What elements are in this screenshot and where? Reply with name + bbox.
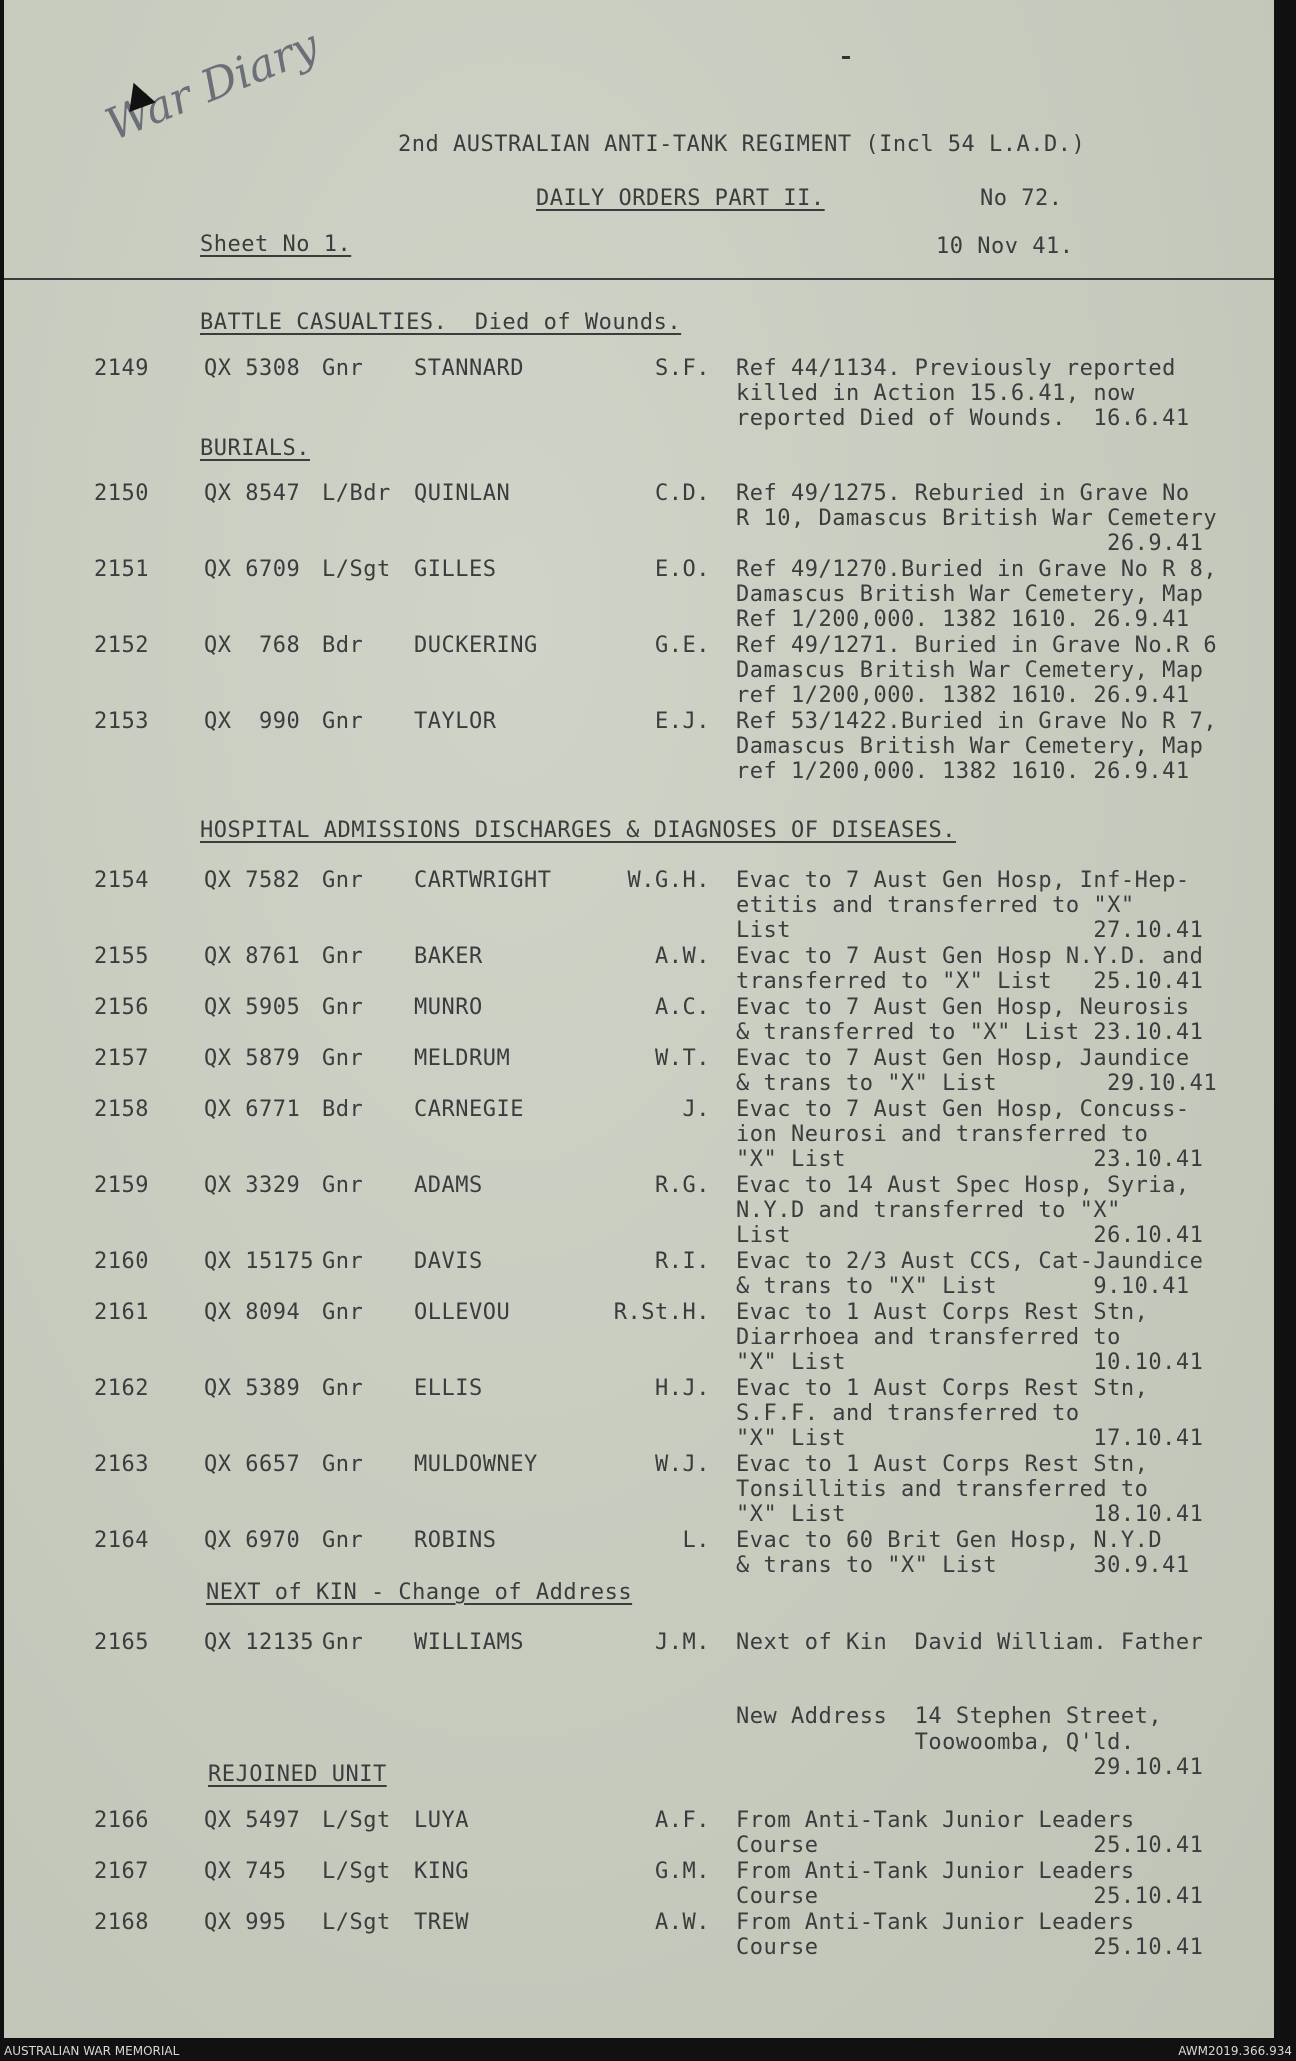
entry-detail-line: N.Y.D and transferred to "X" [736,1198,1121,1224]
entry-surname: KING [414,1859,469,1884]
entry-initials: G.E. [655,633,710,658]
entry-initials: E.J. [655,709,710,734]
entry-detail-line: Toowoomba, Q'ld. [736,1729,1135,1755]
entry-number: 2149 [94,356,149,381]
entry-surname: TREW [414,1910,469,1935]
entry-detail-line: ref 1/200,000. 1382 1610. 26.9.41 [736,683,1190,709]
entry-number: 2154 [94,868,149,893]
document-sheet [4,0,1274,2038]
header-divider [4,278,1274,280]
entry-number: 2160 [94,1249,149,1274]
entry-detail-line: S.F.F. and transferred to [736,1401,1080,1427]
entry-number: 2152 [94,633,149,658]
entry-rank: L/Sgt [322,1859,391,1884]
entry-service-number: QX 5879 [204,1046,301,1071]
entry-initials: L. [682,1528,710,1553]
entry-surname: CARNEGIE [414,1097,524,1122]
entry-surname: ADAMS [414,1173,483,1198]
entry-number: 2153 [94,709,149,734]
entry-service-number: QX 7582 [204,868,301,893]
entry-detail-line: Evac to 7 Aust Gen Hosp, Neurosis [736,995,1190,1020]
entry-initials: W.G.H. [627,868,710,893]
entry-number: 2157 [94,1046,149,1071]
entry-detail-line: & trans to "X" List 9.10.41 [736,1274,1190,1300]
entry-rank: L/Bdr [322,481,391,506]
section-hospital: HOSPITAL ADMISSIONS DISCHARGES & DIAGNOSES OF DISEASES. [200,818,956,843]
entry-surname: MUNRO [414,995,483,1020]
sheet-number: Sheet No 1. [200,232,352,257]
dash-mark [842,56,850,59]
entry-detail-line: From Anti-Tank Junior Leaders [736,1808,1135,1833]
entry-detail-line: transferred to "X" List 25.10.41 [736,969,1204,995]
entry-service-number: QX 745 [204,1859,287,1884]
entry-detail-line: List 27.10.41 [736,918,1204,944]
entry-initials: H.J. [655,1376,710,1401]
entry-number: 2159 [94,1173,149,1198]
entry-detail-line: Evac to 7 Aust Gen Hosp, Jaundice [736,1046,1190,1071]
entry-service-number: QX 6970 [204,1528,301,1553]
entry-detail-line: Course 25.10.41 [736,1833,1204,1859]
entry-detail-line: "X" List 17.10.41 [736,1426,1204,1452]
entry-detail-line: Ref 1/200,000. 1382 1610. 26.9.41 [736,607,1190,633]
entry-detail-line: From Anti-Tank Junior Leaders [736,1910,1135,1935]
entry-initials: G.M. [655,1859,710,1884]
entry-detail-line: "X" List 10.10.41 [736,1350,1204,1376]
entry-rank: Gnr [322,709,364,734]
entry-number: 2161 [94,1300,149,1325]
entry-detail-line: New Address 14 Stephen Street, [736,1704,1163,1730]
entry-initials: A.W. [655,944,710,969]
entry-number: 2155 [94,944,149,969]
entry-service-number: QX 6657 [204,1452,301,1477]
entry-detail-line: Evac to 1 Aust Corps Rest Stn, [736,1300,1149,1325]
entry-detail-line: Ref 44/1134. Previously reported [736,356,1176,381]
entry-detail-line: Diarrhoea and transferred to [736,1325,1121,1351]
entry-service-number: QX 15175 [204,1249,314,1274]
entry-detail-line: Course 25.10.41 [736,1884,1204,1910]
entry-surname: ROBINS [414,1528,497,1553]
entry-number: 2166 [94,1808,149,1833]
entry-service-number: QX 6709 [204,557,301,582]
entry-initials: C.D. [655,481,710,506]
entry-service-number: QX 5497 [204,1808,301,1833]
entry-detail-line: 29.10.41 [736,1754,1204,1780]
entry-rank: L/Sgt [322,1808,391,1833]
entry-rank: L/Sgt [322,1910,391,1935]
entry-detail-line: etitis and transferred to "X" [736,893,1135,919]
entry-initials: A.F. [655,1808,710,1833]
entry-detail-line: Evac to 7 Aust Gen Hosp, Concuss- [736,1097,1190,1122]
section-next-of-kin: NEXT of KIN - Change of Address [206,1580,633,1605]
entry-rank: L/Sgt [322,557,391,582]
entry-initials: S.F. [655,356,710,381]
entry-detail-line: Damascus British War Cemetery, Map [736,582,1204,608]
entry-number: 2156 [94,995,149,1020]
entry-rank: Bdr [322,633,364,658]
entry-detail-line: Next of Kin David William. Father [736,1630,1204,1655]
entry-detail-line: & trans to "X" List 29.10.41 [736,1071,1218,1097]
entry-initials: R.St.H. [613,1300,710,1325]
entry-detail-line: Evac to 2/3 Aust CCS, Cat-Jaundice [736,1249,1204,1274]
entry-detail-line: Evac to 14 Aust Spec Hosp, Syria, [736,1173,1190,1198]
entry-surname: LUYA [414,1808,469,1833]
entry-number: 2167 [94,1859,149,1884]
entry-rank: Gnr [322,1249,364,1274]
entry-detail-line: Ref 53/1422.Buried in Grave No R 7, [736,709,1218,734]
entry-service-number: QX 8761 [204,944,301,969]
entry-detail-line: killed in Action 15.6.41, now [736,381,1135,407]
handwritten-annotation: War Diary [98,19,326,152]
order-number: No 72. [980,186,1063,211]
entry-initials: W.T. [655,1046,710,1071]
entry-surname: ELLIS [414,1376,483,1401]
document-title: 2nd AUSTRALIAN ANTI-TANK REGIMENT (Incl 54 L.A.D.) [398,132,1086,157]
entry-initials: W.J. [655,1452,710,1477]
entry-service-number: QX 768 [204,633,301,658]
entry-initials: E.O. [655,557,710,582]
entry-detail-line: Evac to 7 Aust Gen Hosp, Inf-Hep- [736,868,1190,893]
entry-number: 2168 [94,1910,149,1935]
entry-rank: Gnr [322,1173,364,1198]
entry-number: 2151 [94,557,149,582]
entry-rank: Gnr [322,356,364,381]
entry-detail-line: 26.9.41 [736,531,1204,557]
entry-surname: TAYLOR [414,709,497,734]
section-burials: BURIALS. [200,436,310,461]
entry-surname: OLLEVOU [414,1300,511,1325]
entry-detail-line: Ref 49/1270.Buried in Grave No R 8, [736,557,1218,582]
entry-service-number: QX 5308 [204,356,301,381]
entry-rank: Gnr [322,1046,364,1071]
footer-right: AWM2019.366.934 [1178,2044,1292,2058]
entry-service-number: QX 5905 [204,995,301,1020]
entry-initials: A.C. [655,995,710,1020]
footer-bar [0,2040,1296,2061]
entry-initials: R.G. [655,1173,710,1198]
entry-detail-line: Damascus British War Cemetery, Map [736,734,1204,760]
entry-detail-line: Ref 49/1271. Buried in Grave No.R 6 [736,633,1218,658]
entry-service-number: QX 995 [204,1910,287,1935]
footer-left: AUSTRALIAN WAR MEMORIAL [4,2044,180,2058]
entry-surname: MELDRUM [414,1046,511,1071]
entry-rank: Gnr [322,1300,364,1325]
entry-rank: Gnr [322,944,364,969]
entry-number: 2165 [94,1630,149,1655]
entry-detail-line: From Anti-Tank Junior Leaders [736,1859,1135,1884]
entry-rank: Gnr [322,1376,364,1401]
entry-detail-line: & transferred to "X" List 23.10.41 [736,1020,1204,1046]
document-subtitle: DAILY ORDERS PART II. [536,186,825,211]
entry-detail-line: Evac to 1 Aust Corps Rest Stn, [736,1452,1149,1477]
entry-number: 2164 [94,1528,149,1553]
entry-detail-line: ion Neurosi and transferred to [736,1122,1149,1148]
entry-initials: J.M. [655,1630,710,1655]
entry-surname: DUCKERING [414,633,538,658]
entry-surname: QUINLAN [414,481,511,506]
entry-surname: STANNARD [414,356,524,381]
section-rejoined-unit: REJOINED UNIT [208,1762,387,1787]
entry-number: 2158 [94,1097,149,1122]
entry-detail-line: Evac to 60 Brit Gen Hosp, N.Y.D [736,1528,1163,1553]
entry-detail-line: R 10, Damascus British War Cemetery [736,506,1218,532]
entry-initials: R.I. [655,1249,710,1274]
entry-detail-line: reported Died of Wounds. 16.6.41 [736,406,1190,432]
entry-rank: Gnr [322,995,364,1020]
entry-surname: DAVIS [414,1249,483,1274]
entry-detail-line: "X" List 23.10.41 [736,1147,1204,1173]
entry-initials: J. [682,1097,710,1122]
entry-rank: Gnr [322,1630,364,1655]
entry-detail-line: Ref 49/1275. Reburied in Grave No [736,481,1190,506]
entry-detail-line: Evac to 1 Aust Corps Rest Stn, [736,1376,1149,1401]
entry-detail-line: & trans to "X" List 30.9.41 [736,1553,1190,1579]
entry-service-number: QX 6771 [204,1097,301,1122]
entry-surname: BAKER [414,944,483,969]
section-battle-casualties: BATTLE CASUALTIES. Died of Wounds. [200,310,682,335]
entry-detail-line: ref 1/200,000. 1382 1610. 26.9.41 [736,759,1190,785]
entry-service-number: QX 8547 [204,481,301,506]
entry-number: 2163 [94,1452,149,1477]
entry-service-number: QX 5389 [204,1376,301,1401]
entry-detail-line: Course 25.10.41 [736,1935,1204,1961]
entry-rank: Gnr [322,1528,364,1553]
entry-detail-line: "X" List 18.10.41 [736,1502,1204,1528]
entry-surname: GILLES [414,557,497,582]
entry-service-number: QX 3329 [204,1173,301,1198]
entry-number: 2162 [94,1376,149,1401]
order-date: 10 Nov 41. [936,234,1074,259]
entry-rank: Bdr [322,1097,364,1122]
entry-rank: Gnr [322,1452,364,1477]
entry-detail-line: Evac to 7 Aust Gen Hosp N.Y.D. and [736,944,1204,969]
entry-rank: Gnr [322,868,364,893]
entry-surname: MULDOWNEY [414,1452,538,1477]
entry-service-number: QX 12135 [204,1630,314,1655]
entry-surname: CARTWRIGHT [414,868,552,893]
entry-detail-line: List 26.10.41 [736,1223,1204,1249]
entry-surname: WILLIAMS [414,1630,524,1655]
entry-detail-line: Tonsillitis and transferred to [736,1477,1149,1503]
entry-number: 2150 [94,481,149,506]
entry-detail-line: Damascus British War Cemetery, Map [736,658,1204,684]
entry-initials: A.W. [655,1910,710,1935]
entry-service-number: QX 8094 [204,1300,301,1325]
entry-service-number: QX 990 [204,709,301,734]
